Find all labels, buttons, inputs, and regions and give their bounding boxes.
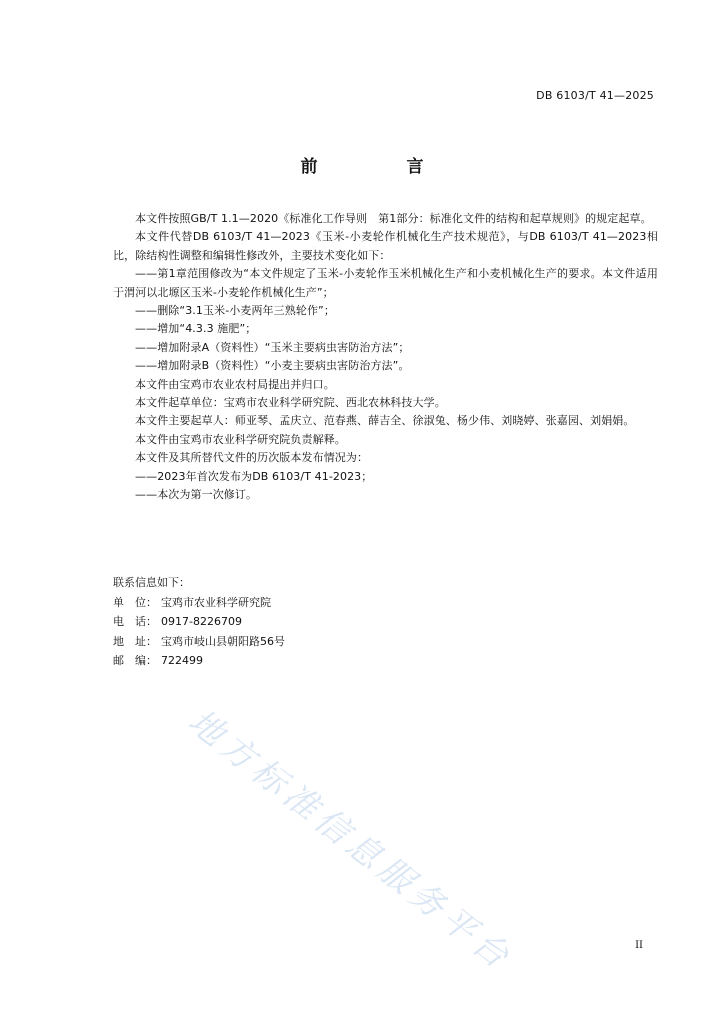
page-number: II (635, 940, 643, 951)
watermark: 地方标准信息服务平台 (180, 701, 521, 980)
paragraph-history: 本文件及其所替代文件的历次版本发布情况为： (135, 451, 369, 465)
contact-phone-label: 电 话： (113, 615, 157, 628)
paragraph-interpretation: 本文件由宝鸡市农业科学研究院负责解释。 (135, 432, 346, 446)
contact-postcode (113, 651, 285, 671)
contact-org-label: 单 位： (113, 595, 157, 609)
change-item-delete: ——删除“3.1玉米-小麦两年三熟轮作”； (135, 304, 335, 318)
change-item-annex-a: ——增加附录A（资料性）“玉米主要病虫害防治方法”； (135, 340, 410, 354)
contact-address-value: 宝鸡市岐山县朝阳路56号 (161, 634, 285, 648)
history-item-revision: ——本次为第一次修订。 (135, 488, 258, 502)
change-item-annex-b: ——增加附录B（资料性）“小麦主要病虫害防治方法”。 (135, 359, 410, 373)
contact-postcode-value: 722499 (161, 654, 203, 667)
foreword-body (113, 210, 658, 505)
contact-org-value: 宝鸡市农业科学研究院 (161, 595, 271, 609)
contact-address (113, 632, 285, 652)
contact-address-label: 地 址： (113, 634, 157, 648)
history-item-first: ——2023年首次发布为DB 6103/T 41-2023； (135, 469, 373, 483)
contact-phone-value: 0917-8226709 (161, 615, 242, 628)
paragraph-drafters: 本文件主要起草人：师亚琴、孟庆立、范春燕、薛吉全、徐淑兔、杨少伟、刘晓婷、张嘉园、刘娟娟。 (135, 414, 635, 428)
contact-heading: 联系信息如下： (113, 576, 190, 589)
paragraph-replaces: 本文件代替DB 6103/T 41—2023《玉米-小麦轮作机械化生产技术规范》，与DB 6103/T 41—2023相比，除结构性调整和编辑性修改外，主要技术变化如下： (113, 230, 658, 262)
paragraph-drafting-rules: 本文件按照GB/T 1.1—2020《标准化工作导则 第1部分：标准化文件的结构和起草规则》的规定起草。 (135, 212, 652, 225)
change-item-fertilization: ——增加“4.3.3 施肥”； (135, 322, 257, 336)
contact-info (113, 573, 285, 671)
change-item-scope: ——第1章范围修改为“本文件规定了玉米-小麦轮作玉米机械化生产和小麦机械化生产的要求。本文件适用于渭河以北塬区玉米-小麦轮作机械化生产”； (113, 267, 658, 299)
contact-org (113, 593, 285, 613)
contact-phone (113, 612, 285, 632)
page-title: 前 言 (300, 157, 460, 177)
paragraph-proposer: 本文件由宝鸡市农业农村局提出并归口。 (135, 377, 335, 391)
contact-postcode-label: 邮 编： (113, 654, 157, 667)
paragraph-drafting-units: 本文件起草单位：宝鸡市农业科学研究院、西北农林科技大学。 (135, 396, 446, 410)
document-code: DB 6103/T 41—2025 (536, 89, 654, 102)
